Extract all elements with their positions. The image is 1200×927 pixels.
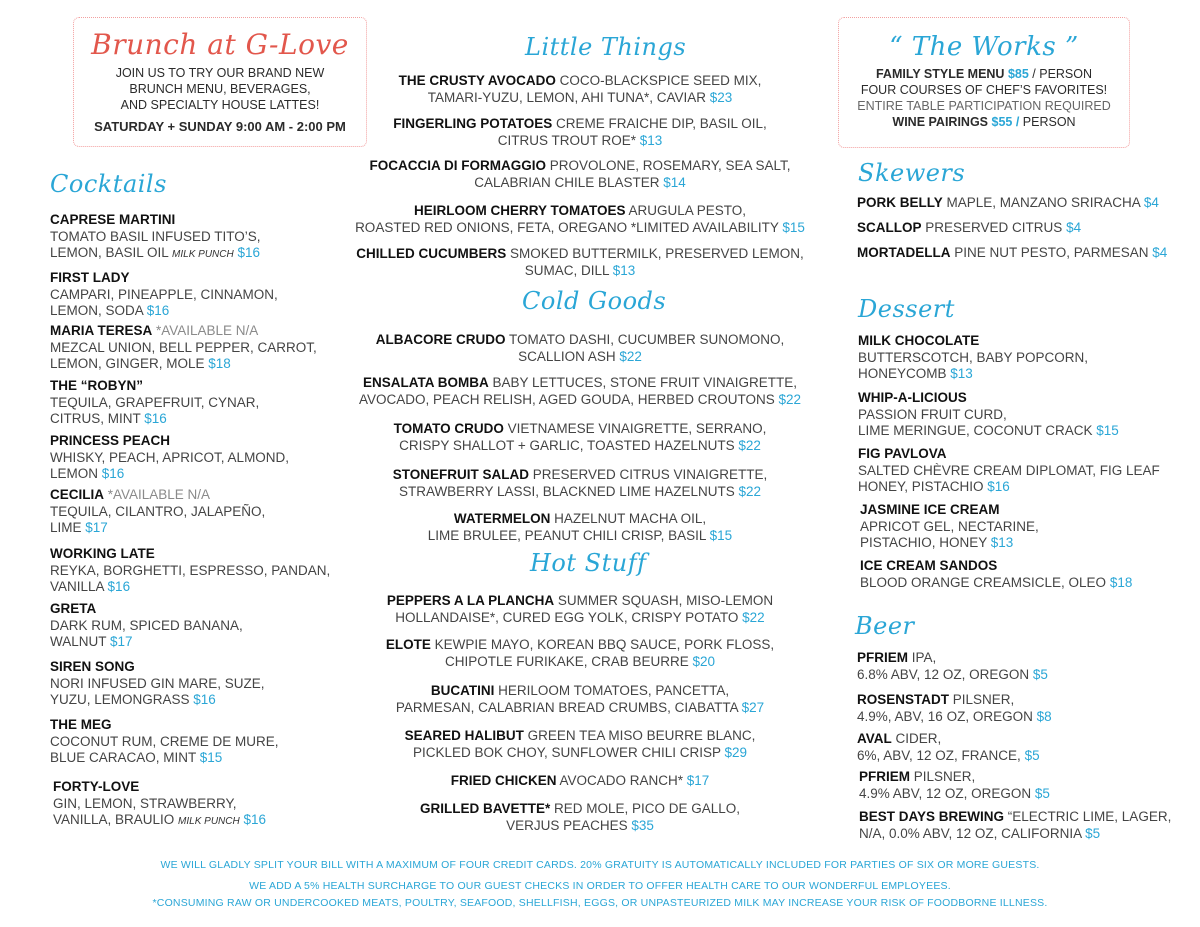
dessert-item xyxy=(858,390,1119,440)
item-name: GRETA xyxy=(50,601,97,616)
hot-stuff-heading: Hot Stuff xyxy=(530,549,647,577)
beer-item xyxy=(859,769,1050,802)
item-desc-1: HAZELNUT MACHA OIL, xyxy=(550,511,707,526)
item-desc-1: MEZCAL UNION, BELL PEPPER, CARROT, xyxy=(50,339,317,355)
item-desc: MAPLE, MANZANO SRIRACHA xyxy=(942,195,1144,210)
item-line-2 xyxy=(340,528,820,545)
item-price: $5 xyxy=(1085,825,1101,841)
item-desc-text: LIME xyxy=(50,520,86,535)
item-desc-2: AVOCADO, PEACH RELISH, AGED GOUDA, HERBED CROUTONS xyxy=(358,391,779,407)
item-line-1 xyxy=(857,731,1040,748)
little-things-heading: Little Things xyxy=(525,33,687,61)
item-desc-2: TAMARI-YUZU, LEMON, AHI TUNA*, CAVIAR xyxy=(427,89,710,105)
item-desc-2: SCALLION ASH xyxy=(518,348,620,364)
item-price: $16 xyxy=(987,479,1010,494)
item-name: CAPRESE MARTINI xyxy=(50,212,176,227)
item-desc-text: BLUE CARACAO, MINT xyxy=(50,750,200,765)
footer-note-2: WE ADD A 5% HEALTH SURCHARGE TO OUR GUEST CHECKS IN ORDER TO OFFER HEALTH CARE TO OUR WONDERFUL EMPLOYEES. xyxy=(249,880,951,892)
cocktail-item xyxy=(50,323,317,373)
item-name: THE “ROBYN” xyxy=(50,378,144,393)
item-price: $5 xyxy=(1034,785,1050,801)
little-item xyxy=(340,73,820,106)
item-line-2 xyxy=(340,175,820,192)
item-name: ALBACORE CRUDO xyxy=(375,332,506,347)
works-l1-pre: FAMILY STYLE MENU xyxy=(875,67,1005,81)
item-name: FINGERLING POTATOES xyxy=(393,116,553,131)
item-name: WHIP-A-LICIOUS xyxy=(858,390,967,405)
cocktail-item xyxy=(50,546,330,596)
little-item xyxy=(340,158,820,191)
skewers-heading: Skewers xyxy=(858,159,966,187)
item-line-1 xyxy=(340,246,820,263)
item-line-2 xyxy=(857,709,1052,726)
item-desc-1: KEWPIE MAYO, KOREAN BBQ SAUCE, PORK FLOSS, xyxy=(430,637,775,652)
skewer-item xyxy=(857,220,1081,237)
item-line-2 xyxy=(340,438,820,455)
item-desc-1: CAMPARI, PINEAPPLE, CINNAMON, xyxy=(50,286,278,302)
item-desc-1: GREEN TEA MISO BEURRE BLANC, xyxy=(523,728,756,743)
item-desc-text: WALNUT xyxy=(50,634,111,649)
brunch-line-3: AND SPECIALTY HOUSE LATTES! xyxy=(120,98,320,112)
item-price: $5 xyxy=(1024,747,1040,763)
item-line-1 xyxy=(340,683,820,700)
item-line-1 xyxy=(330,375,830,392)
beer-item xyxy=(857,692,1052,725)
item-price: $22 xyxy=(742,609,765,625)
item-desc-2 xyxy=(50,634,243,651)
works-box xyxy=(838,17,1130,148)
cold-item xyxy=(340,421,820,454)
item-price: $5 xyxy=(1032,666,1048,682)
item-price: $4 xyxy=(1152,245,1168,260)
cold-item xyxy=(340,332,820,365)
item-name: GRILLED BAVETTE* xyxy=(419,801,551,816)
item-line-1 xyxy=(340,158,820,175)
item-price: $22 xyxy=(738,483,762,499)
item-price: $16 xyxy=(146,303,170,318)
item-small: MILK PUNCH xyxy=(178,816,240,827)
works-l4-pre: WINE PAIRINGS xyxy=(892,115,989,129)
item-desc-2: STRAWBERRY LASSI, BLACKNED LIME HAZELNUTS xyxy=(398,483,739,499)
item-line-1 xyxy=(340,116,820,133)
item-desc-1: APRICOT GEL, NECTARINE, xyxy=(860,518,1039,534)
item-name: MARIA TERESA xyxy=(50,323,153,338)
item-price: $15 xyxy=(1096,423,1119,438)
item-desc-2: CRISPY SHALLOT + GARLIC, TOASTED HAZELNUTS xyxy=(399,437,739,453)
item-price: $15 xyxy=(782,219,805,235)
dessert-item xyxy=(860,502,1039,552)
item-desc-1: TEQUILA, GRAPEFRUIT, CYNAR, xyxy=(50,394,260,410)
item-line-2 xyxy=(340,263,820,280)
item-price: $22 xyxy=(619,348,642,364)
item-name: PFRIEM xyxy=(859,769,911,784)
item-line-2 xyxy=(340,818,820,835)
item-desc-text: VANILLA, BRAULIO xyxy=(53,812,179,827)
item-price: $22 xyxy=(778,391,802,407)
item-desc-2: CITRUS TROUT ROE* xyxy=(497,132,640,148)
item-desc-1: NORI INFUSED GIN MARE, SUZE, xyxy=(50,675,265,691)
item-desc-1: IPA, xyxy=(908,650,937,665)
item-desc-2: 6.8% ABV, 12 OZ, OREGON xyxy=(857,666,1033,682)
item-desc-1: CREME FRAICHE DIP, BASIL OIL, xyxy=(552,116,767,131)
item-desc-text: PISTACHIO, HONEY xyxy=(860,535,991,550)
beer-item xyxy=(857,650,1048,683)
item-desc-1: BUTTERSCOTCH, BABY POPCORN, xyxy=(858,349,1089,365)
item-desc-2: LIME BRULEE, PEANUT CHILI CRISP, BASIL xyxy=(427,527,710,543)
item-desc-2 xyxy=(50,750,279,767)
item-price: $13 xyxy=(612,262,636,278)
dessert-item xyxy=(858,446,1160,496)
item-name: PFRIEM xyxy=(857,650,909,665)
dessert-item xyxy=(860,558,1132,591)
dessert-heading: Dessert xyxy=(858,295,955,323)
beer-item xyxy=(859,809,1171,842)
item-desc: PRESERVED CITRUS xyxy=(921,220,1067,235)
footer-note-1: WE WILL GLADLY SPLIT YOUR BILL WITH A MAXIMUM OF FOUR CREDIT CARDS. 20% GRATUITY IS AUTOMATICALLY INCLUDED FOR PARTIES OF SIX OR MORE GUESTS. xyxy=(160,859,1040,871)
cocktail-item xyxy=(50,487,265,537)
item-name: PRINCESS PEACH xyxy=(50,433,171,448)
hot-item xyxy=(340,683,820,716)
item-line-1 xyxy=(340,467,820,484)
item-name: MORTADELLA xyxy=(857,245,951,260)
hot-item xyxy=(340,773,820,790)
works-l1-post: / PERSON xyxy=(1028,67,1093,81)
hot-item xyxy=(340,593,820,626)
item-desc-1: SALTED CHÈVRE CREAM DIPLOMAT, FIG LEAF xyxy=(858,462,1160,478)
item-price: $35 xyxy=(631,817,654,833)
item-desc-1: WHISKY, PEACH, APRICOT, ALMOND, xyxy=(50,449,290,465)
item-desc-2: CHIPOTLE FURIKAKE, CRAB BEURRE xyxy=(444,653,693,669)
item-line-2 xyxy=(330,220,830,237)
item-desc-2: PICKLED BOK CHOY, SUNFLOWER CHILI CRISP xyxy=(412,744,725,760)
item-price: $13 xyxy=(990,535,1014,550)
brunch-line-2: BRUNCH MENU, BEVERAGES, xyxy=(129,82,311,96)
item-price: $18 xyxy=(1109,574,1133,590)
item-name: JASMINE ICE CREAM xyxy=(860,502,1000,517)
item-desc-1: PROVOLONE, ROSEMARY, SEA SALT, xyxy=(545,158,791,173)
item-desc-1: PRESERVED CITRUS VINAIGRETTE, xyxy=(528,467,768,482)
item-desc-text: LEMON, SODA xyxy=(50,303,147,318)
item-desc-2 xyxy=(50,245,261,264)
item-price: $16 xyxy=(243,812,267,827)
item-price: $13 xyxy=(639,132,663,148)
item-name: STONEFRUIT SALAD xyxy=(392,467,529,482)
footer-note-3: *CONSUMING RAW OR UNDERCOOKED MEATS, POULTRY, SEAFOOD, SHELLFISH, EGGS, OR UNPASTEURIZED MILK MAY INCREASE YOUR RISK OF FOODBORNE ILLNESS. xyxy=(152,897,1048,909)
item-note: *AVAILABLE N/A xyxy=(104,487,211,502)
item-desc-1: SMOKED BUTTERMILK, PRESERVED LEMON, xyxy=(506,246,804,261)
item-desc-1: DARK RUM, SPICED BANANA, xyxy=(50,617,243,633)
skewer-item xyxy=(857,195,1159,212)
item-desc-1: CIDER, xyxy=(891,731,942,746)
little-item xyxy=(340,116,820,149)
item-name: FIG PAVLOVA xyxy=(858,446,947,461)
item-line-2 xyxy=(340,484,820,501)
item-desc-1: PILSNER, xyxy=(910,769,976,784)
beer-heading: Beer xyxy=(855,612,915,640)
hot-item xyxy=(340,801,820,834)
item-desc-1: SUMMER SQUASH, MISO-LEMON xyxy=(554,593,774,608)
item-name: CHILLED CUCUMBERS xyxy=(356,246,507,261)
item-line-2 xyxy=(340,700,820,717)
item-desc-1 xyxy=(860,575,1132,592)
item-line-1 xyxy=(340,801,820,818)
item-desc-1: COCONUT RUM, CREME DE MURE, xyxy=(50,733,279,749)
item-line-1 xyxy=(340,73,820,90)
item-desc-1: TEQUILA, CILANTRO, JALAPEÑO, xyxy=(50,503,266,519)
item-line-2 xyxy=(340,654,820,671)
item-price: $16 xyxy=(144,411,167,426)
cocktail-item xyxy=(50,659,265,709)
item-line-2 xyxy=(857,748,1040,765)
item-desc-2 xyxy=(50,692,265,709)
item-line-1 xyxy=(330,203,830,220)
item-desc-1: REYKA, BORGHETTI, ESPRESSO, PANDAN, xyxy=(50,562,331,578)
item-desc-2: SUMAC, DILL xyxy=(524,262,613,278)
item-name: ELOTE xyxy=(385,637,431,652)
skewer-item xyxy=(857,245,1167,262)
item-line-2 xyxy=(340,90,820,107)
cocktail-item xyxy=(50,601,243,651)
brunch-box xyxy=(73,17,367,147)
item-name: PEPPERS A LA PLANCHA xyxy=(386,593,555,608)
item-line-1 xyxy=(857,692,1052,709)
item-price: $27 xyxy=(741,699,765,715)
item-desc-text: BLOOD ORANGE CREAMSICLE, OLEO xyxy=(860,574,1110,590)
item-desc-text: LEMON, BASIL OIL xyxy=(50,245,173,260)
item-name: FOCACCIA DI FORMAGGIO xyxy=(369,158,546,173)
item-line-1 xyxy=(859,809,1171,826)
works-line-3: ENTIRE TABLE PARTICIPATION REQUIRED xyxy=(857,99,1111,113)
item-price: $13 xyxy=(950,366,973,381)
item-desc-1: VIETNAMESE VINAIGRETTE, SERRANO, xyxy=(503,421,767,436)
item-price: $14 xyxy=(663,174,686,190)
brunch-line-1: JOIN US TO TRY OUR BRAND NEW xyxy=(115,66,325,80)
beer-item xyxy=(857,731,1040,764)
item-desc-2: HOLLANDAISE*, CURED EGG YOLK, CRISPY POTATO xyxy=(395,609,743,625)
item-name-line xyxy=(50,323,317,340)
item-desc-text: HONEYCOMB xyxy=(858,366,951,381)
item-desc-2 xyxy=(50,303,278,320)
item-price: $17 xyxy=(110,634,133,649)
item-name: WATERMELON xyxy=(453,511,551,526)
item-name: SCALLOP xyxy=(857,220,922,235)
item-name: ENSALATA BOMBA xyxy=(362,375,489,390)
item-line-1 xyxy=(340,593,820,610)
item-line-2 xyxy=(857,667,1048,684)
item-name: FRIED CHICKEN xyxy=(450,773,557,788)
item-desc-text: CITRUS, MINT xyxy=(50,411,145,426)
item-line-1 xyxy=(340,637,820,654)
works-l1-price: $85 xyxy=(1007,67,1029,81)
item-desc-1: “ELECTRIC LIME, LAGER, xyxy=(1004,809,1172,824)
item-name: BEST DAYS BREWING xyxy=(859,809,1005,824)
item-name: SEARED HALIBUT xyxy=(404,728,524,743)
item-desc-2 xyxy=(50,579,330,596)
hot-item xyxy=(340,728,820,761)
item-line-2 xyxy=(340,349,820,366)
item-price: $17 xyxy=(85,520,108,535)
cocktail-item xyxy=(53,779,266,831)
little-item xyxy=(340,246,820,279)
item-name: TOMATO CRUDO xyxy=(393,421,504,436)
cocktail-item xyxy=(50,717,279,767)
item-desc-text: VANILLA xyxy=(50,579,108,594)
item-line-1 xyxy=(340,332,820,349)
item-desc-2 xyxy=(50,520,265,537)
cocktail-item xyxy=(50,212,261,264)
item-desc-1: HERILOOM TOMATOES, PANCETTA, xyxy=(494,683,730,698)
item-small: MILK PUNCH xyxy=(172,249,234,260)
item-name: SIREN SONG xyxy=(50,659,135,674)
item-name: MILK CHOCOLATE xyxy=(858,333,980,348)
hot-item xyxy=(340,637,820,670)
item-desc-2 xyxy=(53,812,266,831)
item-price: $15 xyxy=(709,527,733,543)
item-price: $4 xyxy=(1143,195,1159,210)
item-price: $16 xyxy=(237,245,261,260)
item-price: $16 xyxy=(193,692,216,707)
item-name: BUCATINI xyxy=(430,683,495,698)
cocktails-heading: Cocktails xyxy=(50,170,167,198)
item-name: ROSENSTADT xyxy=(857,692,950,707)
item-line-2 xyxy=(340,133,820,150)
item-desc-2: 4.9%, ABV, 16 OZ, OREGON xyxy=(857,708,1037,724)
item-desc-2: ROASTED RED ONIONS, FETA, OREGANO *LIMITED AVAILABILITY xyxy=(355,219,783,235)
item-name: CECILIA xyxy=(50,487,104,502)
cocktail-item xyxy=(50,270,278,320)
item-name: ICE CREAM SANDOS xyxy=(860,558,998,573)
item-line-1 xyxy=(340,421,820,438)
works-l4-post: PERSON xyxy=(1019,115,1076,129)
item-desc-2: VERJUS PEACHES xyxy=(506,817,632,833)
brunch-hours: SATURDAY + SUNDAY 9:00 AM - 2:00 PM xyxy=(94,119,346,134)
dessert-item xyxy=(858,333,1088,383)
cocktail-item xyxy=(50,433,289,483)
item-desc-1: PASSION FRUIT CURD, xyxy=(858,406,1007,422)
works-title: “ The Works ” xyxy=(889,32,1079,62)
item-line-1 xyxy=(340,511,820,528)
item-desc-2 xyxy=(858,479,1160,496)
item-note: *AVAILABLE N/A xyxy=(152,323,259,338)
item-price: $22 xyxy=(738,437,761,453)
item-name: HEIRLOOM CHERRY TOMATOES xyxy=(413,203,626,218)
item-desc-text: HONEY, PISTACHIO xyxy=(858,479,988,494)
item-line-2 xyxy=(859,786,1050,803)
item-price: $16 xyxy=(101,466,125,481)
works-line-2: FOUR COURSES OF CHEF’S FAVORITES! xyxy=(860,83,1108,97)
cold-goods-heading: Cold Goods xyxy=(522,287,667,315)
item-desc-text: YUZU, LEMONGRASS xyxy=(50,692,194,707)
item-line-2 xyxy=(859,826,1171,843)
item-desc-2 xyxy=(858,423,1119,440)
item-desc-text: LIME MERINGUE, COCONUT CRACK xyxy=(858,423,1097,438)
item-price: $29 xyxy=(724,744,748,760)
item-price: $15 xyxy=(199,750,223,765)
item-desc-1: TOMATO DASHI, CUCUMBER SUNOMONO, xyxy=(505,332,785,347)
item-desc-text: LEMON, GINGER, MOLE xyxy=(50,356,209,371)
item-desc-2: PARMESAN, CALABRIAN BREAD CRUMBS, CIABATTA xyxy=(395,699,742,715)
item-line-1 xyxy=(340,728,820,745)
item-price: $4 xyxy=(1066,220,1082,235)
item-desc-2: N/A, 0.0% ABV, 12 OZ, CALIFORNIA xyxy=(859,825,1086,841)
little-item xyxy=(330,203,830,236)
item-line-2 xyxy=(340,610,820,627)
cold-item xyxy=(340,511,820,544)
item-desc-2: 4.9% ABV, 12 OZ, OREGON xyxy=(859,785,1035,801)
works-line-1 xyxy=(839,66,1129,82)
item-line-2 xyxy=(330,392,830,409)
item-name: PORK BELLY xyxy=(857,195,943,210)
item-line-1 xyxy=(340,773,820,790)
item-price: $23 xyxy=(709,89,733,105)
item-name: THE CRUSTY AVOCADO xyxy=(398,73,556,88)
item-price: $20 xyxy=(692,653,716,669)
item-desc-1: AVOCADO RANCH* xyxy=(556,773,687,788)
item-price: $16 xyxy=(107,579,131,594)
item-desc-1: COCO-BLACKSPICE SEED MIX, xyxy=(555,73,762,88)
item-name-line xyxy=(50,487,265,504)
item-desc-1: BABY LETTUCES, STONE FRUIT VINAIGRETTE, xyxy=(488,375,798,390)
item-desc-2 xyxy=(860,535,1039,552)
item-name: WORKING LATE xyxy=(50,546,155,561)
item-desc-1: ARUGULA PESTO, xyxy=(625,203,747,218)
works-l4-price: $55 / xyxy=(991,115,1020,129)
cold-item xyxy=(340,467,820,500)
item-desc-2 xyxy=(50,466,289,483)
item-desc-1: PILSNER, xyxy=(949,692,1015,707)
item-price: $8 xyxy=(1036,708,1052,724)
item-desc: PINE NUT PESTO, PARMESAN xyxy=(950,245,1153,260)
item-line-1 xyxy=(857,650,1048,667)
item-price: $17 xyxy=(686,773,710,788)
item-name: FORTY-LOVE xyxy=(53,779,140,794)
item-desc-2: 6%, ABV, 12 OZ, FRANCE, xyxy=(857,747,1025,763)
cold-item xyxy=(330,375,830,408)
item-desc-2 xyxy=(50,411,259,428)
item-desc-1: RED MOLE, PICO DE GALLO, xyxy=(550,801,741,816)
item-desc-1: TOMATO BASIL INFUSED TITO’S, xyxy=(50,228,261,244)
item-price: $18 xyxy=(208,356,231,371)
item-name: THE MEG xyxy=(50,717,112,732)
brunch-title: Brunch at G-Love xyxy=(91,28,349,61)
item-name: AVAL xyxy=(857,731,892,746)
item-desc-text: LEMON xyxy=(50,466,102,481)
item-desc-2: CALABRIAN CHILE BLASTER xyxy=(474,174,664,190)
item-name: FIRST LADY xyxy=(50,270,130,285)
item-desc-2 xyxy=(858,366,1088,383)
item-desc-2 xyxy=(50,356,317,373)
works-line-4 xyxy=(839,114,1129,130)
item-desc-1: GIN, LEMON, STRAWBERRY, xyxy=(53,795,237,811)
cocktail-item xyxy=(50,378,259,428)
item-line-1 xyxy=(859,769,1050,786)
item-line-2 xyxy=(340,745,820,762)
